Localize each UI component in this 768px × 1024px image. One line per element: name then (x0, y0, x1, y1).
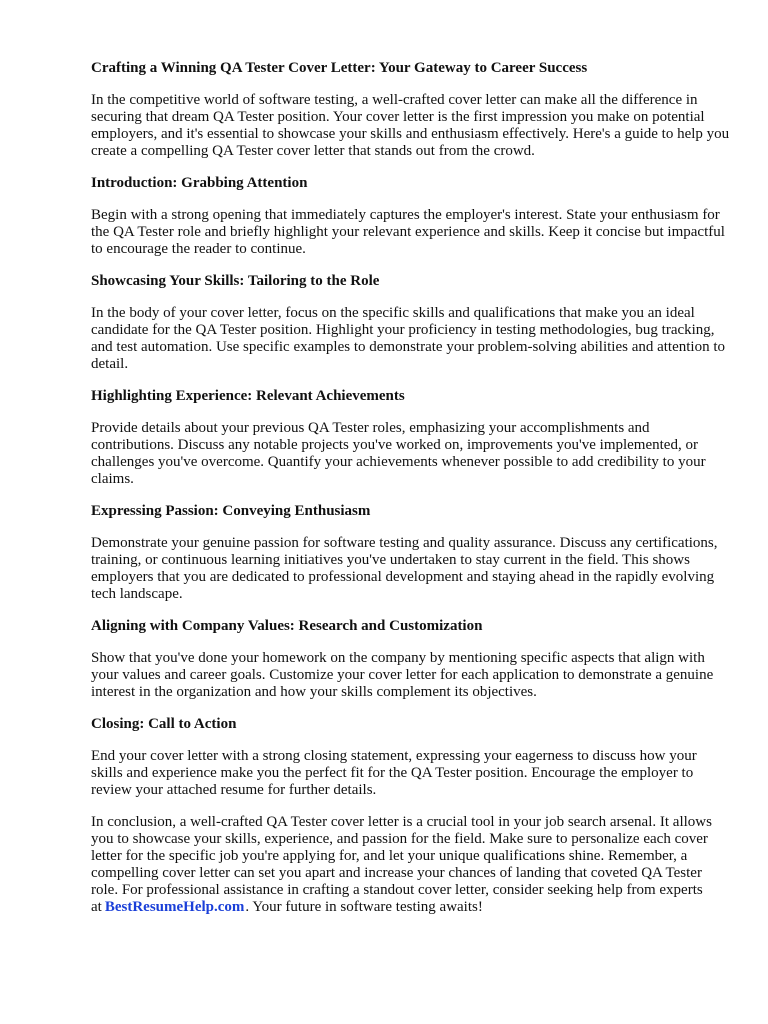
document-title: Crafting a Winning QA Tester Cover Letter: Your Gateway to Career Success (91, 60, 588, 76)
section-body: Demonstrate your genuine passion for software testing and quality assurance. Discuss any certifications, training, or continuous learning initiatives you've undertaken to stay current in the field. This shows employers that you are dedicated to professional development and staying ahead in the rapidly evolving tech landscape. (91, 535, 718, 602)
section-expressing-passion (91, 503, 731, 603)
section-showcasing-skills (91, 273, 731, 373)
section-body: Begin with a strong opening that immediately captures the employer's interest. State your enthusiasm for the QA Tester role and briefly highlight your relevant experience and skills. Keep it concise but impactful to encourage the reader to continue. (91, 207, 725, 257)
section-body: Show that you've done your homework on the company by mentioning specific aspects that align with your values and career goals. Customize your cover letter for each application to demonstrate a genuine interest in the organization and how your skills complement its objectives. (91, 650, 714, 700)
section-heading: Aligning with Company Values: Research and Customization (91, 618, 483, 634)
section-company-values (91, 618, 731, 701)
document-page (91, 60, 731, 931)
section-closing (91, 716, 731, 799)
section-heading: Expressing Passion: Conveying Enthusiasm (91, 503, 371, 519)
section-body: Provide details about your previous QA Tester roles, emphasizing your accomplishments and contributions. Discuss any notable projects you've worked on, improvements you've implemented, or challenges you've overcome. Quantify your achievements whenever possible to add credibility to your claims. (91, 420, 706, 487)
section-body: End your cover letter with a strong closing statement, expressing your eagerness to discuss how your skills and experience make you the perfect fit for the QA Tester position. Encourage the employer to review your attached resume for further details. (91, 748, 697, 798)
bestresumehelp-link[interactable]: BestResumeHelp.com (104, 899, 245, 915)
intro-paragraph: In the competitive world of software testing, a well-crafted cover letter can make all the difference in securing that dream QA Tester position. Your cover letter is the first impression you make on potential employers, and it's essential to showcase your skills and enthusiasm effectively. Here's a guide to help you create a compelling QA Tester cover letter that stands out from the crowd. (91, 92, 730, 159)
section-introduction (91, 175, 731, 258)
conclusion-text: In conclusion, a well-crafted QA Tester cover letter is a crucial tool in your job search arsenal. It allows you to showcase your skills, experience, and passion for the field. Make sure to personalize each cover letter for the specific job you're applying for, and let your unique qualifications shine. Remember, a compelling cover letter can set you apart and increase your chances of landing that coveted QA Tester role. For professional assistance in crafting a standout cover letter, consider seeking help from experts at (91, 814, 712, 915)
section-heading: Introduction: Grabbing Attention (91, 175, 308, 191)
section-heading: Highlighting Experience: Relevant Achievements (91, 388, 405, 404)
section-heading: Closing: Call to Action (91, 716, 237, 732)
section-heading: Showcasing Your Skills: Tailoring to the Role (91, 273, 380, 289)
section-body: In the body of your cover letter, focus on the specific skills and qualifications that make you an ideal candidate for the QA Tester position. Highlight your proficiency in testing methodologies, bug tracking, and test automation. Use specific examples to demonstrate your problem-solving abilities and attention to detail. (91, 305, 726, 372)
section-highlighting-experience (91, 388, 731, 488)
conclusion-closing-text: . Your future in software testing awaits! (245, 899, 483, 915)
conclusion-paragraph (91, 814, 731, 916)
